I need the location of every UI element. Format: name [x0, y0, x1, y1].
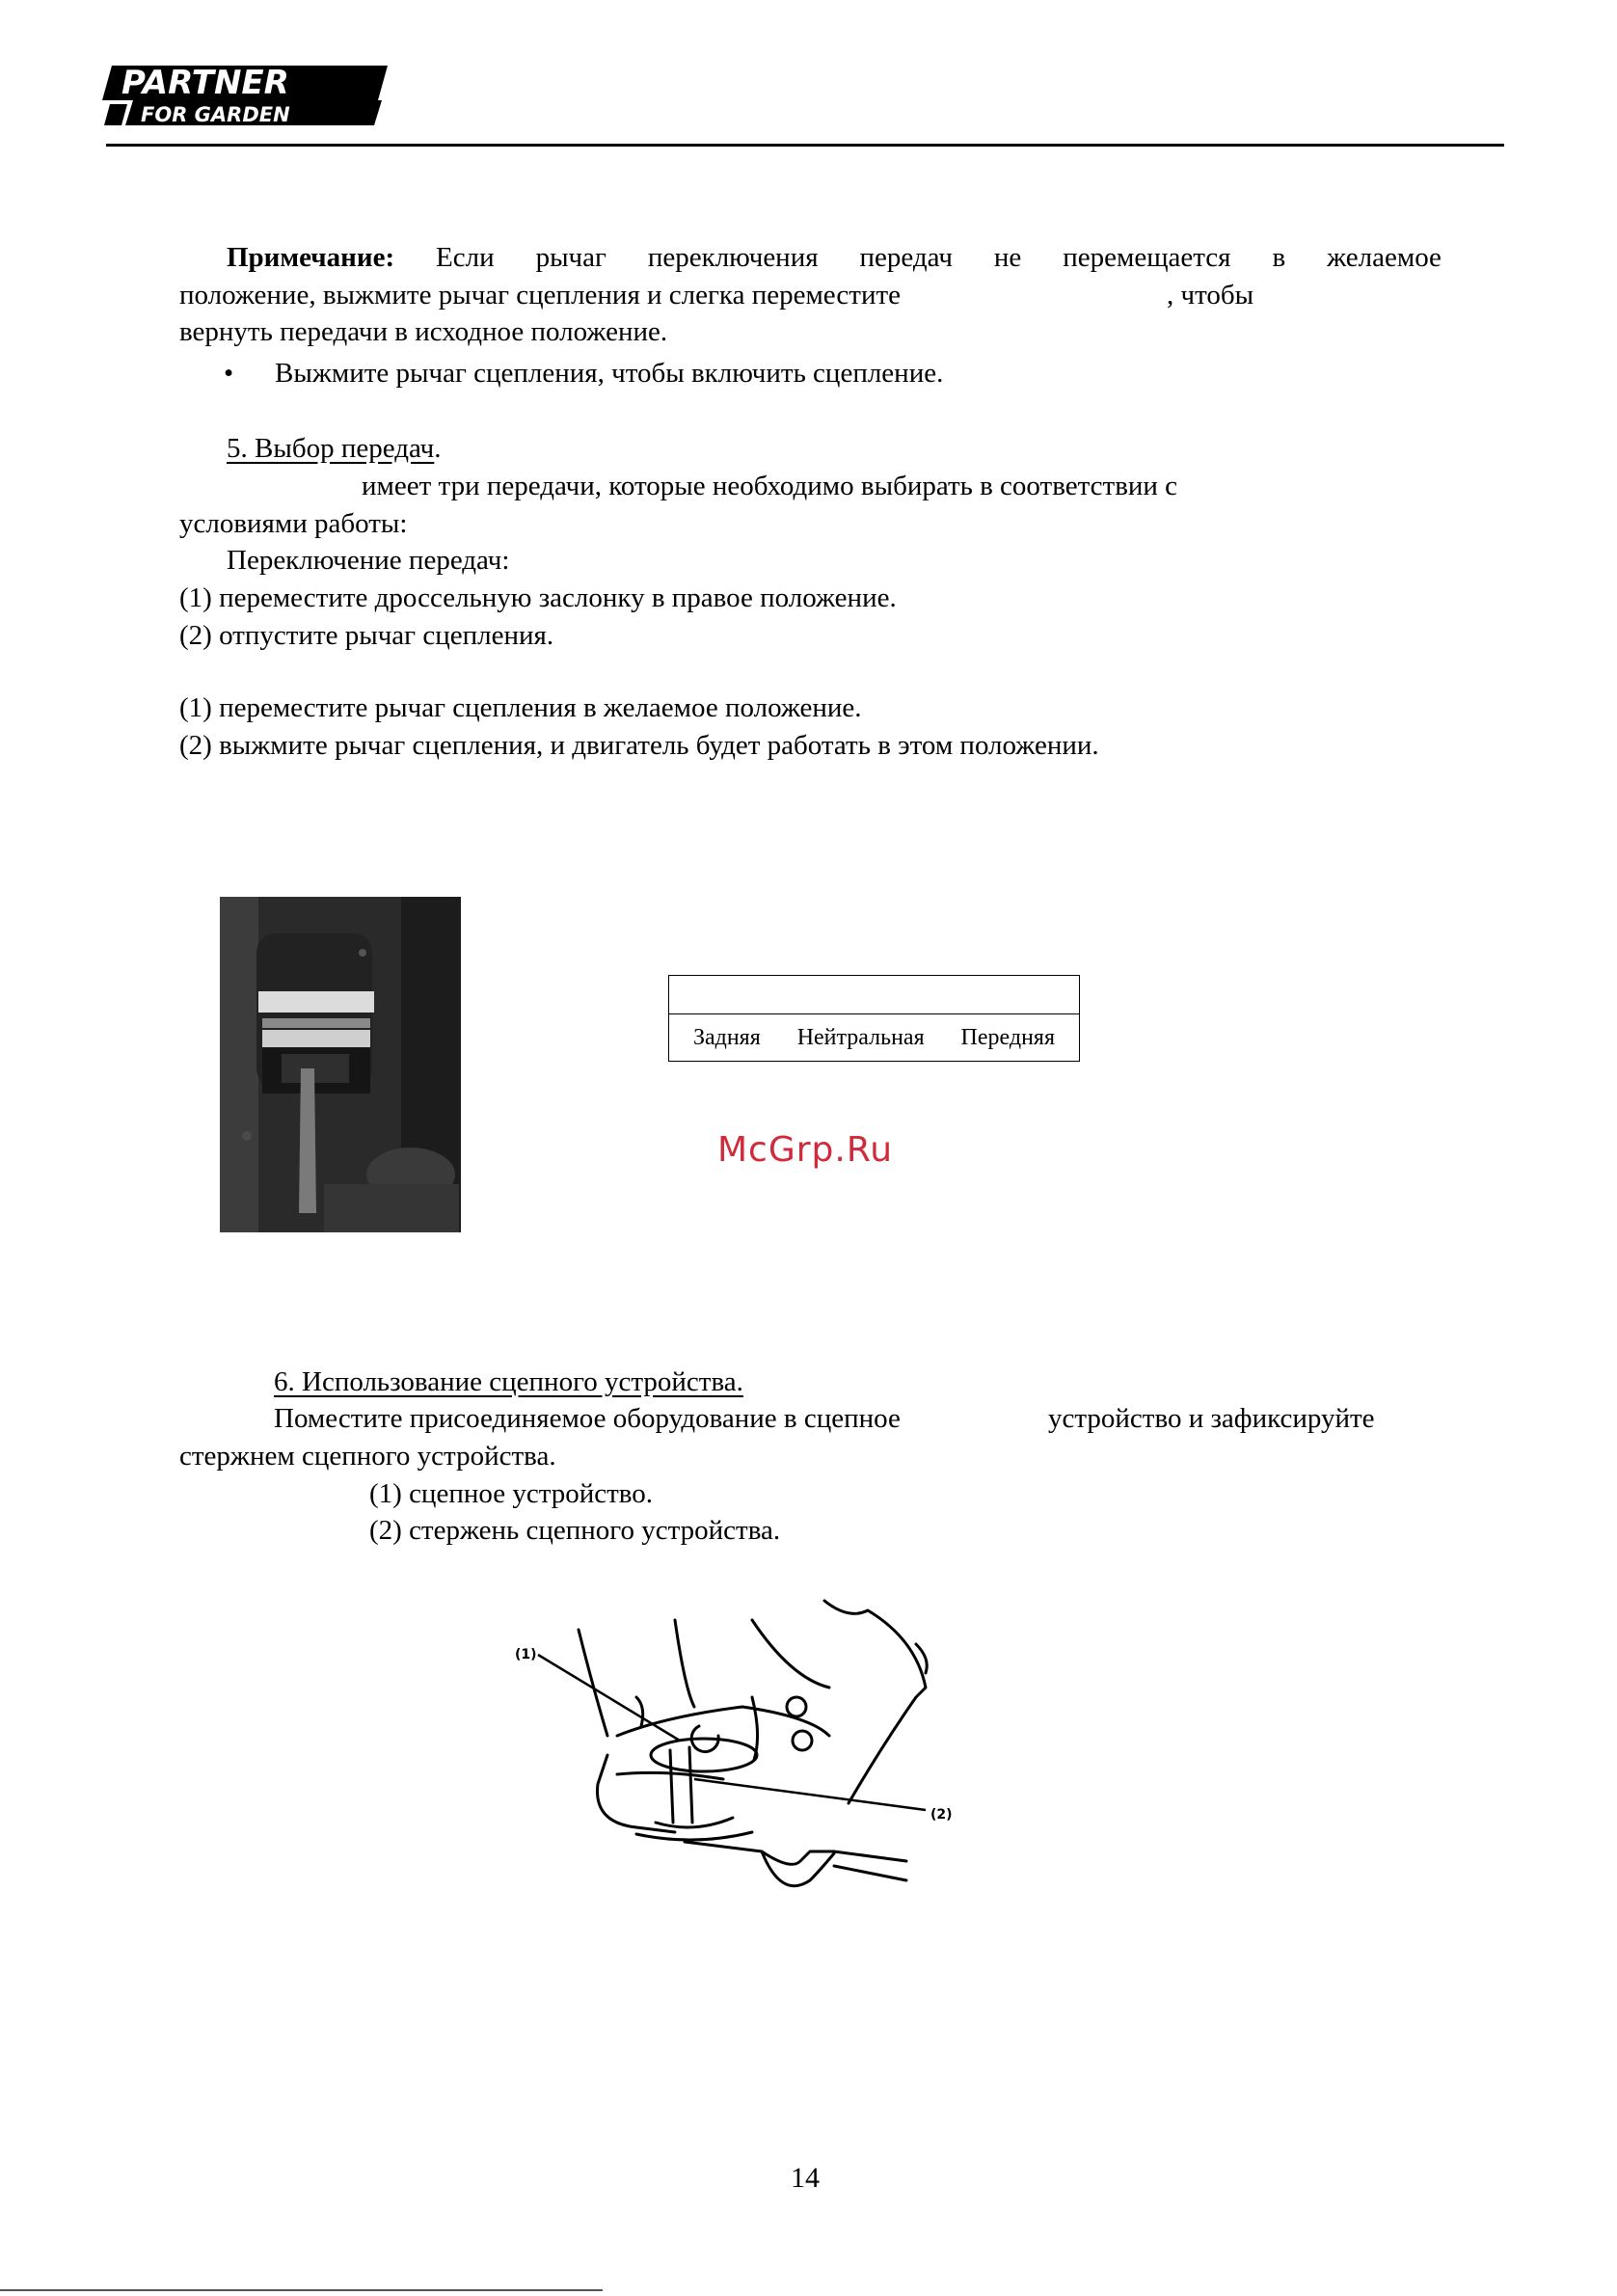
section5-heading-wrap — [227, 430, 442, 467]
logo-line2: FOR GARDEN — [141, 103, 290, 126]
logo-line1: PARTNER — [121, 64, 289, 102]
note-word: передач — [859, 242, 953, 273]
hitch-drawing — [579, 1601, 927, 1886]
bullet-text: Выжмите рычаг сцепления, чтобы включить сцепление. — [275, 358, 944, 389]
bullet-symbol: • — [224, 358, 234, 389]
note-line2b: , чтобы — [1167, 280, 1254, 311]
watermark: McGrp.Ru — [717, 1130, 894, 1170]
gear-lever-photo — [218, 895, 507, 1242]
section6-line2: стержнем сцепного устройства. — [179, 1441, 556, 1472]
section5-line1: имеет три передачи, которые необходимо выбирать в соответствии с — [362, 471, 1178, 501]
note-word: переключения — [647, 242, 819, 273]
section5-line2: условиями работы: — [179, 508, 408, 539]
gear-reverse: Задняя — [692, 1024, 761, 1050]
gear-table-header — [669, 976, 1079, 1014]
section6-line1b: устройство и зафиксируйте — [1048, 1403, 1375, 1434]
section6-line1a: Поместите присоединяемое оборудование в сцепное — [274, 1403, 901, 1434]
note-word: Если — [436, 242, 495, 273]
bottom-scan-line — [0, 2289, 603, 2291]
section5-step-b1: (1) переместите рычаг сцепления в желаемое положение. — [179, 692, 862, 723]
section5-line3: Переключение передач: — [227, 545, 510, 576]
gear-neutral: Нейтральная — [796, 1024, 925, 1050]
note-line1 — [227, 239, 1442, 276]
gear-position-table — [668, 975, 1080, 1062]
section6-item2: (2) стержень сцепного устройства. — [369, 1515, 781, 1546]
hitch-diagram — [501, 1581, 984, 1919]
section6-heading: 6. Использование сцепного устройства. — [274, 1366, 743, 1397]
section6-item1: (1) сцепное устройство. — [369, 1478, 654, 1509]
note-word: рычаг — [535, 242, 606, 273]
gear-forward: Передняя — [960, 1024, 1055, 1050]
leader-line-2 — [694, 1779, 926, 1810]
note-word: перемещается — [1063, 242, 1231, 273]
hitch-label-1: (1) — [515, 1647, 537, 1662]
partner-for-garden-logo — [98, 62, 390, 127]
section5-heading: 5. Выбор передач — [227, 433, 435, 464]
note-word: не — [993, 242, 1022, 273]
section5-step-b2: (2) выжмите рычаг сцепления, и двигатель будет работать в этом положении. — [179, 730, 1099, 761]
gear-table-row — [669, 1014, 1079, 1061]
header-rule — [106, 144, 1504, 147]
section6-heading-wrap — [274, 1364, 743, 1400]
note-line3: вернуть передачи в исходное положение. — [179, 316, 668, 347]
note-label: Примечание: — [227, 242, 395, 273]
hitch-label-2: (2) — [930, 1807, 953, 1823]
note-word: желаемое — [1327, 242, 1442, 273]
section5-heading-suffix: . — [434, 433, 442, 464]
leader-line-1 — [538, 1655, 680, 1741]
page-number: 14 — [791, 2162, 820, 2194]
section5-step-a2: (2) отпустите рычаг сцепления. — [179, 620, 554, 651]
note-word: в — [1272, 242, 1286, 273]
note-line2a: положение, выжмите рычаг сцепления и слегка переместите — [179, 280, 902, 311]
section5-step-a1: (1) переместите дроссельную заслонку в правое положение. — [179, 582, 897, 613]
